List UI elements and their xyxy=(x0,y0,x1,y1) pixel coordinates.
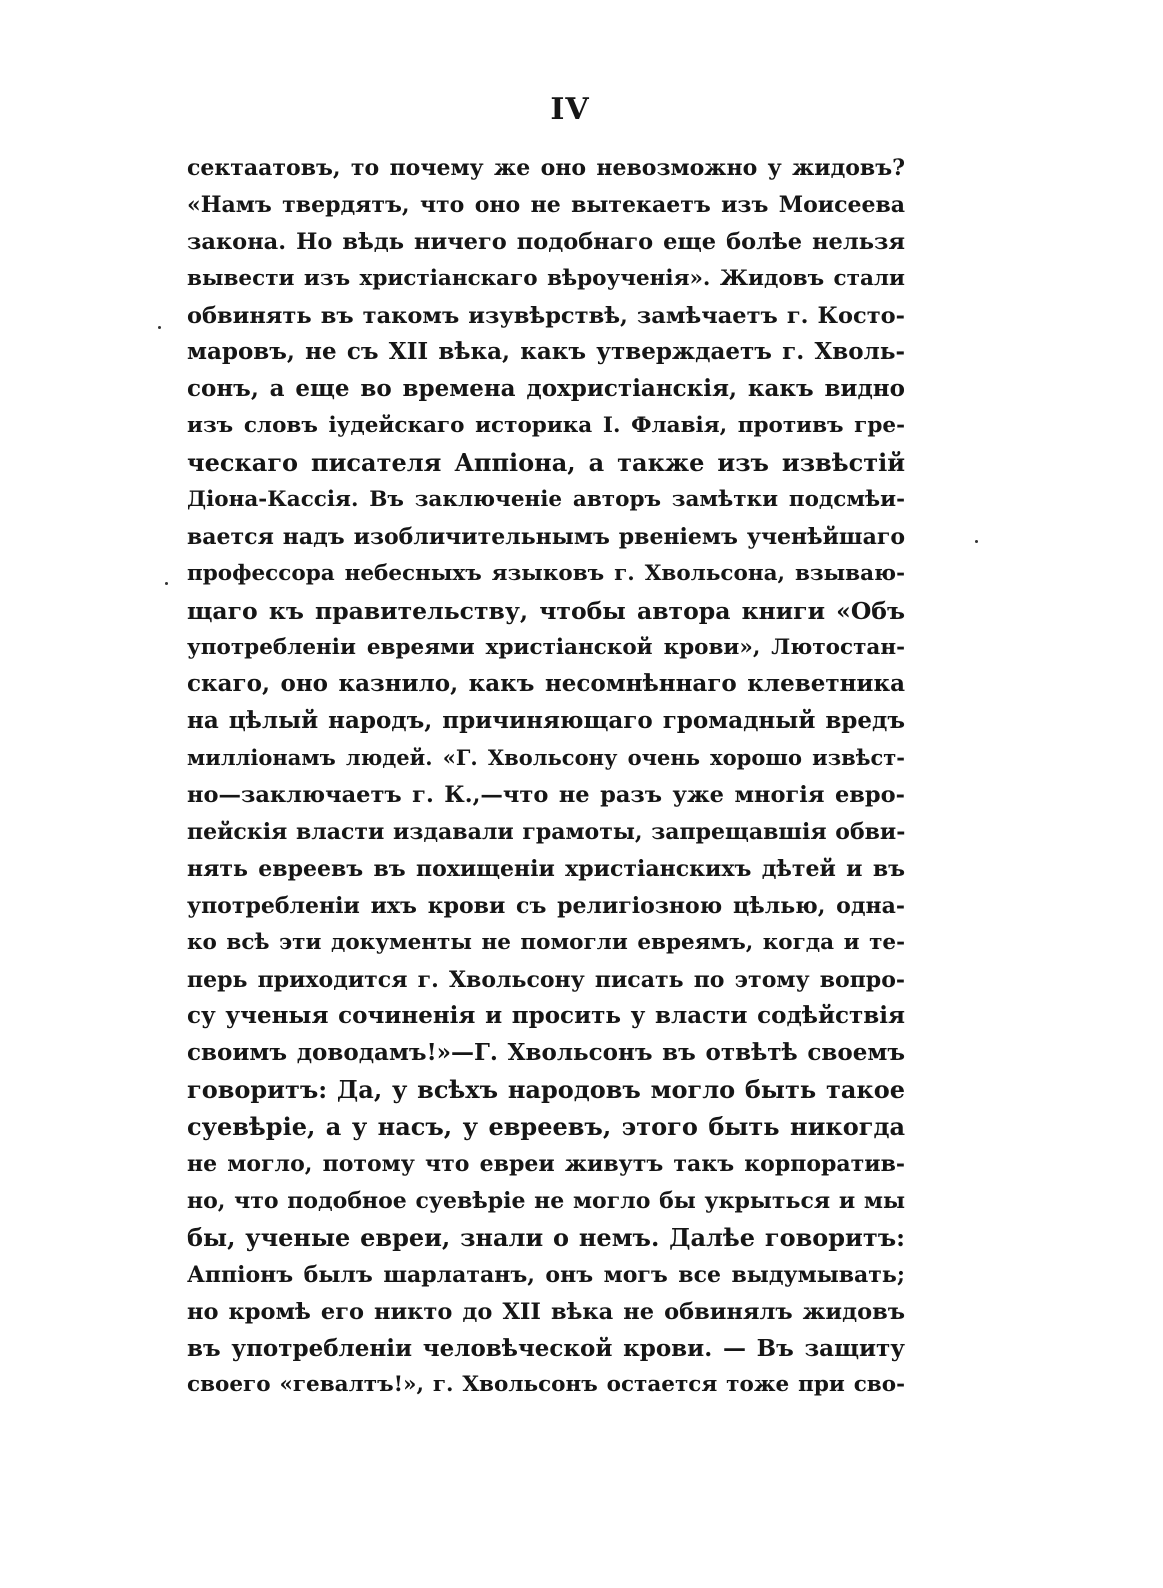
text-line: своего «гевалтъ!», г. Хвольсонъ остается тоже при сво- xyxy=(187,1372,905,1398)
margin-speck xyxy=(975,540,978,543)
text-line: въ употребленіи человѣческой крови. — Въ защиту xyxy=(187,1334,905,1362)
text-line: ко всѣ эти документы не помогли евреямъ, когда и те- xyxy=(187,929,905,955)
text-line: пейскія власти издавали грамоты, запрещавшія обви- xyxy=(187,819,906,846)
text-line: щаго къ правительству, чтобы автора книги «Объ xyxy=(187,596,905,625)
text-line: перь приходится г. Хвольсону писать по этому вопро- xyxy=(187,966,905,993)
text-line: обвинять въ такомъ изувѣрствѣ, замѣчаетъ г. Косто- xyxy=(187,302,905,329)
text-line: вывести изъ христіанскаго вѣроученія». Жидовъ стали xyxy=(187,265,905,291)
text-line: маровъ, не съ XII вѣка, какъ утверждаетъ г. Хволь- xyxy=(187,338,905,366)
text-line: ческаго писателя Аппіона, а также изъ извѣстій xyxy=(187,448,905,478)
text-line: но, что подобное суевѣріе не могло бы укрыться и мы xyxy=(187,1187,905,1214)
text-line: суевѣріе, а у насъ, у евреевъ, этого быть никогда xyxy=(187,1112,905,1142)
text-line: своимъ доводамъ!»—Г. Хвольсонъ въ отвѣтѣ своемъ xyxy=(187,1039,905,1067)
text-line: на цѣлый народъ, причиняющаго громадный вредъ xyxy=(187,707,905,735)
text-line: скаго, оно казнило, какъ несомнѣннаго клеветника xyxy=(187,670,905,698)
text-line: употребленіи ихъ крови съ религіозною цѣлью, одна- xyxy=(187,892,905,919)
margin-speck xyxy=(158,326,161,329)
text-line: изъ словъ іудейскаго историка I. Флавія, противъ гре- xyxy=(187,413,905,439)
text-line: профессора небесныхъ языковъ г. Хвольсона, взываю- xyxy=(187,560,905,586)
text-line: «Намъ твердятъ, что оно не вытекаетъ изъ Моисеева xyxy=(187,191,905,218)
text-line: Діона-Кассія. Въ заключеніе авторъ замѣтки подсмѣи- xyxy=(187,487,905,513)
margin-speck xyxy=(165,582,168,585)
body-text xyxy=(187,150,905,1404)
text-line: нять евреевъ въ похищеніи христіанскихъ дѣтей и въ xyxy=(187,855,905,882)
text-line: употребленіи евреями христіанской крови», Лютостан- xyxy=(187,634,905,660)
text-line: но кромѣ его никто до XII вѣка не обвинялъ жидовъ xyxy=(187,1298,905,1325)
text-line: су ученыя сочиненія и просить у власти содѣйствія xyxy=(187,1002,905,1030)
page-number: IV xyxy=(550,92,590,127)
text-line: закона. Но вѣдь ничего подобнаго еще болѣе нельзя xyxy=(187,228,905,255)
text-line: но—заключаетъ г. К.,—что не разъ уже многія евро- xyxy=(187,782,905,809)
text-line: не могло, потому что евреи живутъ такъ корпоратив- xyxy=(187,1151,905,1178)
text-line: говоритъ: Да, у всѣхъ народовъ могло быть такое xyxy=(187,1075,905,1105)
text-line: сонъ, а еще во времена дохристіанскія, какъ видно xyxy=(187,375,905,403)
text-line: бы, ученые евреи, знали о немъ. Далѣе говоритъ: xyxy=(187,1222,905,1252)
text-line: вается надъ изобличительнымъ рвеніемъ ученѣйшаго xyxy=(187,523,905,550)
text-line: Аппіонъ былъ шарлатанъ, онъ могъ все выдумывать; xyxy=(187,1261,905,1288)
text-line: милліонамъ людей. «Г. Хвольсону очень хорошо извѣст- xyxy=(187,745,905,771)
text-line: сектаатовъ, то почему же оно невозможно у жидовъ? xyxy=(187,155,905,181)
